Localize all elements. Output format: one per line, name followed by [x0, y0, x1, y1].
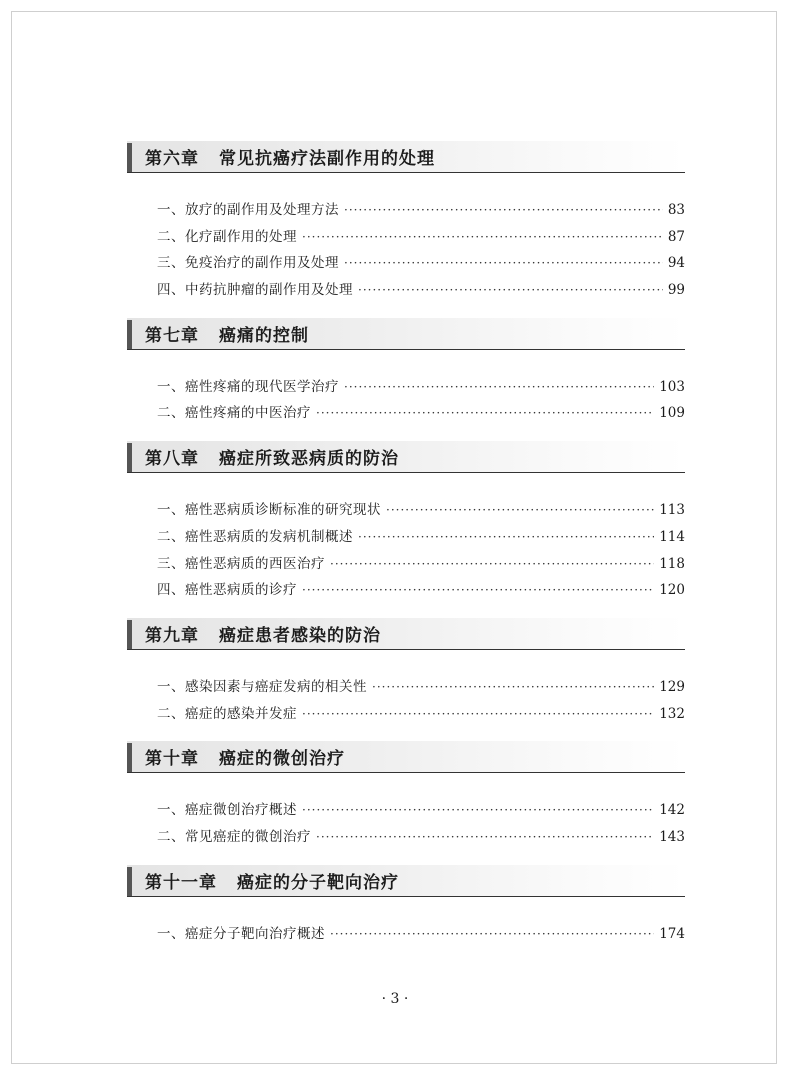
- chapter-6: [127, 141, 685, 318]
- entry-title: 二、常见癌症的微创治疗: [157, 828, 311, 845]
- entry-page: 142: [659, 802, 685, 819]
- toc-entry[interactable]: [157, 225, 685, 252]
- dot-leader: [372, 680, 654, 694]
- entry-title: 二、化疗副作用的处理: [157, 228, 297, 245]
- chapter-title: 癌症所致恶病质的防治: [219, 449, 399, 470]
- dot-leader: [302, 230, 663, 244]
- toc-entry[interactable]: [157, 401, 685, 428]
- entry-page: 120: [659, 582, 685, 599]
- dot-leader: [302, 583, 654, 597]
- chapter-heading: [127, 441, 685, 473]
- table-of-contents: [127, 141, 685, 961]
- chapter-marker-bar: [127, 867, 132, 896]
- chapter-title: 癌症的分子靶向治疗: [237, 872, 399, 893]
- chapter-entries: [127, 773, 685, 864]
- entry-title: 一、感染因素与癌症发病的相关性: [157, 678, 367, 695]
- toc-entry[interactable]: [157, 251, 685, 278]
- entry-page: 87: [667, 228, 685, 245]
- entry-page: 99: [667, 282, 685, 299]
- chapter-heading: [127, 141, 685, 173]
- toc-entry[interactable]: [157, 278, 685, 305]
- toc-entry[interactable]: [157, 375, 685, 402]
- toc-entry[interactable]: [157, 525, 685, 552]
- entry-page: 114: [659, 528, 685, 545]
- entry-page: 103: [659, 378, 685, 395]
- entry-page: 174: [659, 925, 685, 942]
- chapter-entries: [127, 473, 685, 618]
- entry-page: 132: [659, 705, 685, 722]
- chapter-10: [127, 741, 685, 864]
- entry-page: 129: [659, 678, 685, 695]
- entry-page: 94: [667, 255, 685, 272]
- chapter-entries: [127, 173, 685, 318]
- dot-leader: [386, 503, 654, 517]
- chapter-title: 癌症的微创治疗: [219, 749, 345, 770]
- entry-title: 四、癌性恶病质的诊疗: [157, 582, 297, 599]
- chapter-marker-bar: [127, 620, 132, 649]
- entry-page: 83: [667, 202, 685, 218]
- dot-leader: [302, 803, 654, 817]
- chapter-marker-bar: [127, 443, 132, 472]
- chapter-7: [127, 318, 685, 441]
- chapter-title: 常见抗癌疗法副作用的处理: [219, 149, 435, 169]
- chapter-marker-bar: [127, 143, 132, 172]
- entry-title: 一、癌症微创治疗概述: [157, 802, 297, 819]
- chapter-entries: [127, 897, 685, 962]
- toc-entry[interactable]: [157, 702, 685, 729]
- dot-leader: [344, 380, 654, 394]
- chapter-heading: [127, 618, 685, 650]
- toc-entry[interactable]: [157, 552, 685, 579]
- chapter-number: 第六章: [145, 149, 199, 169]
- entry-title: 四、中药抗肿瘤的副作用及处理: [157, 282, 353, 299]
- entry-page: 118: [659, 555, 685, 572]
- entry-title: 一、放疗的副作用及处理方法: [157, 202, 339, 218]
- chapter-marker-bar: [127, 743, 132, 772]
- toc-entry[interactable]: [157, 922, 685, 949]
- toc-entry[interactable]: [157, 198, 685, 225]
- chapter-heading: [127, 865, 685, 897]
- entry-title: 三、癌性恶病质的西医治疗: [157, 555, 325, 572]
- chapter-8: [127, 441, 685, 618]
- entry-title: 三、免疫治疗的副作用及处理: [157, 255, 339, 272]
- chapter-heading: [127, 318, 685, 350]
- page-number-footer: · 3 ·: [381, 991, 409, 1007]
- dot-leader: [330, 927, 654, 941]
- toc-entry[interactable]: [157, 798, 685, 825]
- chapter-11: [127, 865, 685, 962]
- chapter-number: 第十章: [145, 749, 199, 770]
- chapter-entries: [127, 350, 685, 441]
- dot-leader: [344, 203, 663, 217]
- chapter-marker-bar: [127, 320, 132, 349]
- entry-title: 二、癌症的感染并发症: [157, 705, 297, 722]
- dot-leader: [316, 406, 654, 420]
- entry-title: 一、癌性恶病质诊断标准的研究现状: [157, 502, 381, 519]
- chapter-number: 第七章: [145, 325, 199, 346]
- entry-title: 二、癌性疼痛的中医治疗: [157, 405, 311, 422]
- entry-title: 一、癌性疼痛的现代医学治疗: [157, 378, 339, 395]
- dot-leader: [358, 283, 663, 297]
- dot-leader: [344, 256, 663, 270]
- toc-entry[interactable]: [157, 675, 685, 702]
- dot-leader: [358, 530, 654, 544]
- chapter-9: [127, 618, 685, 741]
- dot-leader: [330, 557, 654, 571]
- chapter-entries: [127, 650, 685, 741]
- dot-leader: [302, 707, 654, 721]
- chapter-heading: [127, 741, 685, 773]
- entry-page: 143: [659, 828, 685, 845]
- toc-entry[interactable]: [157, 825, 685, 852]
- entry-title: 二、癌性恶病质的发病机制概述: [157, 528, 353, 545]
- entry-title: 一、癌症分子靶向治疗概述: [157, 925, 325, 942]
- chapter-title: 癌痛的控制: [219, 325, 309, 346]
- toc-entry[interactable]: [157, 498, 685, 525]
- chapter-number: 第八章: [145, 449, 199, 470]
- chapter-number: 第九章: [145, 625, 199, 646]
- chapter-number: 第十一章: [145, 872, 217, 893]
- chapter-title: 癌症患者感染的防治: [219, 625, 381, 646]
- entry-page: 113: [659, 502, 685, 519]
- dot-leader: [316, 830, 654, 844]
- toc-entry[interactable]: [157, 578, 685, 605]
- entry-page: 109: [659, 405, 685, 422]
